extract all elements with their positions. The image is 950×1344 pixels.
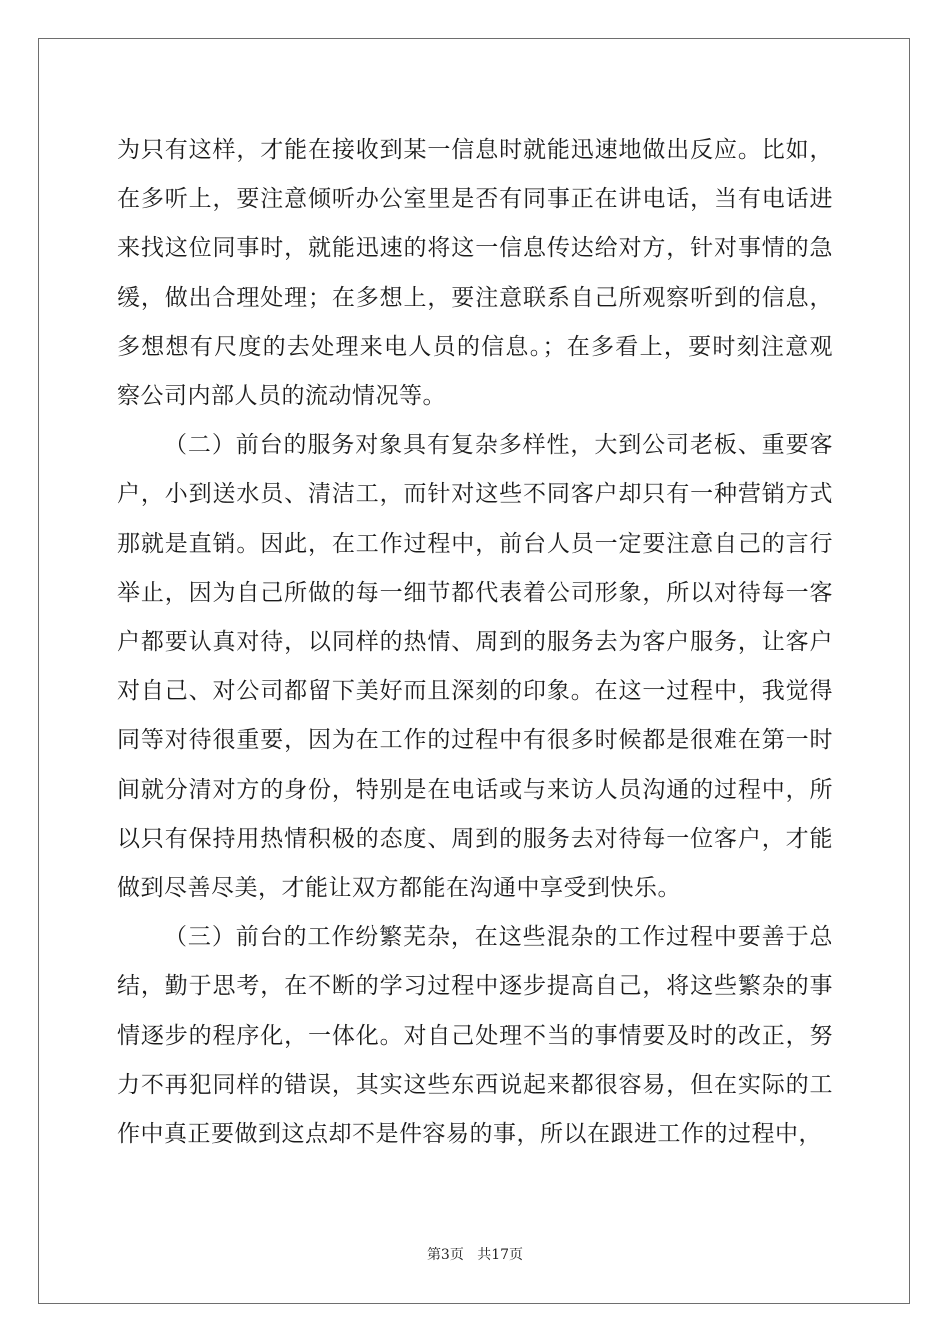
paragraph-1: 为只有这样，才能在接收到某一信息时就能迅速地做出反应。比如，在多听上，要注意倾听办公室里是否有同事正在讲电话，当有电话进来找这位同事时，就能迅速的将这一信息传达给对方，针对事情的急缓，做出合理处理；在多想上，要注意联系自己所观察听到的信息，多想想有尺度的去处理来电人员的信息。；在多看上，要时刻注意观察公司内部人员的流动情况等。 [117,137,833,410]
page-footer [0,1246,950,1264]
paragraph-3: （三）前台的工作纷繁芜杂，在这些混杂的工作过程中要善于总结，勤于思考，在不断的学习过程中逐步提高自己，将这些繁杂的事情逐步的程序化，一体化。对自己处理不当的事情要及时的改正，努力不再犯同样的错误，其实这些东西说起来都很容易，但在实际的工作中真正要做到这点却不是件容易的事，所以在跟进工作的过程中， [117,924,833,1148]
document-body [117,126,833,1159]
page-total: 共17页 [477,1247,524,1263]
page-number: 第3页 [426,1247,464,1263]
paragraph-2: （二）前台的服务对象具有复杂多样性，大到公司老板、重要客户，小到送水员、清洁工，而针对这些不同客户却只有一种营销方式那就是直销。因此，在工作过程中，前台人员一定要注意自己的言行举止，因为自己所做的每一细节都代表着公司形象，所以对待每一客户都要认真对待，以同样的热情、周到的服务去为客户服务，让客户对自己、对公司都留下美好而且深刻的印象。在这一过程中，我觉得同等对待很重要，因为在工作的过程中有很多时候都是很难在第一时间就分清对方的身份，特别是在电话或与来访人员沟通的过程中，所以只有保持用热情积极的态度、周到的服务去对待每一位客户，才能做到尽善尽美，才能让双方都能在沟通中享受到快乐。 [117,432,833,902]
